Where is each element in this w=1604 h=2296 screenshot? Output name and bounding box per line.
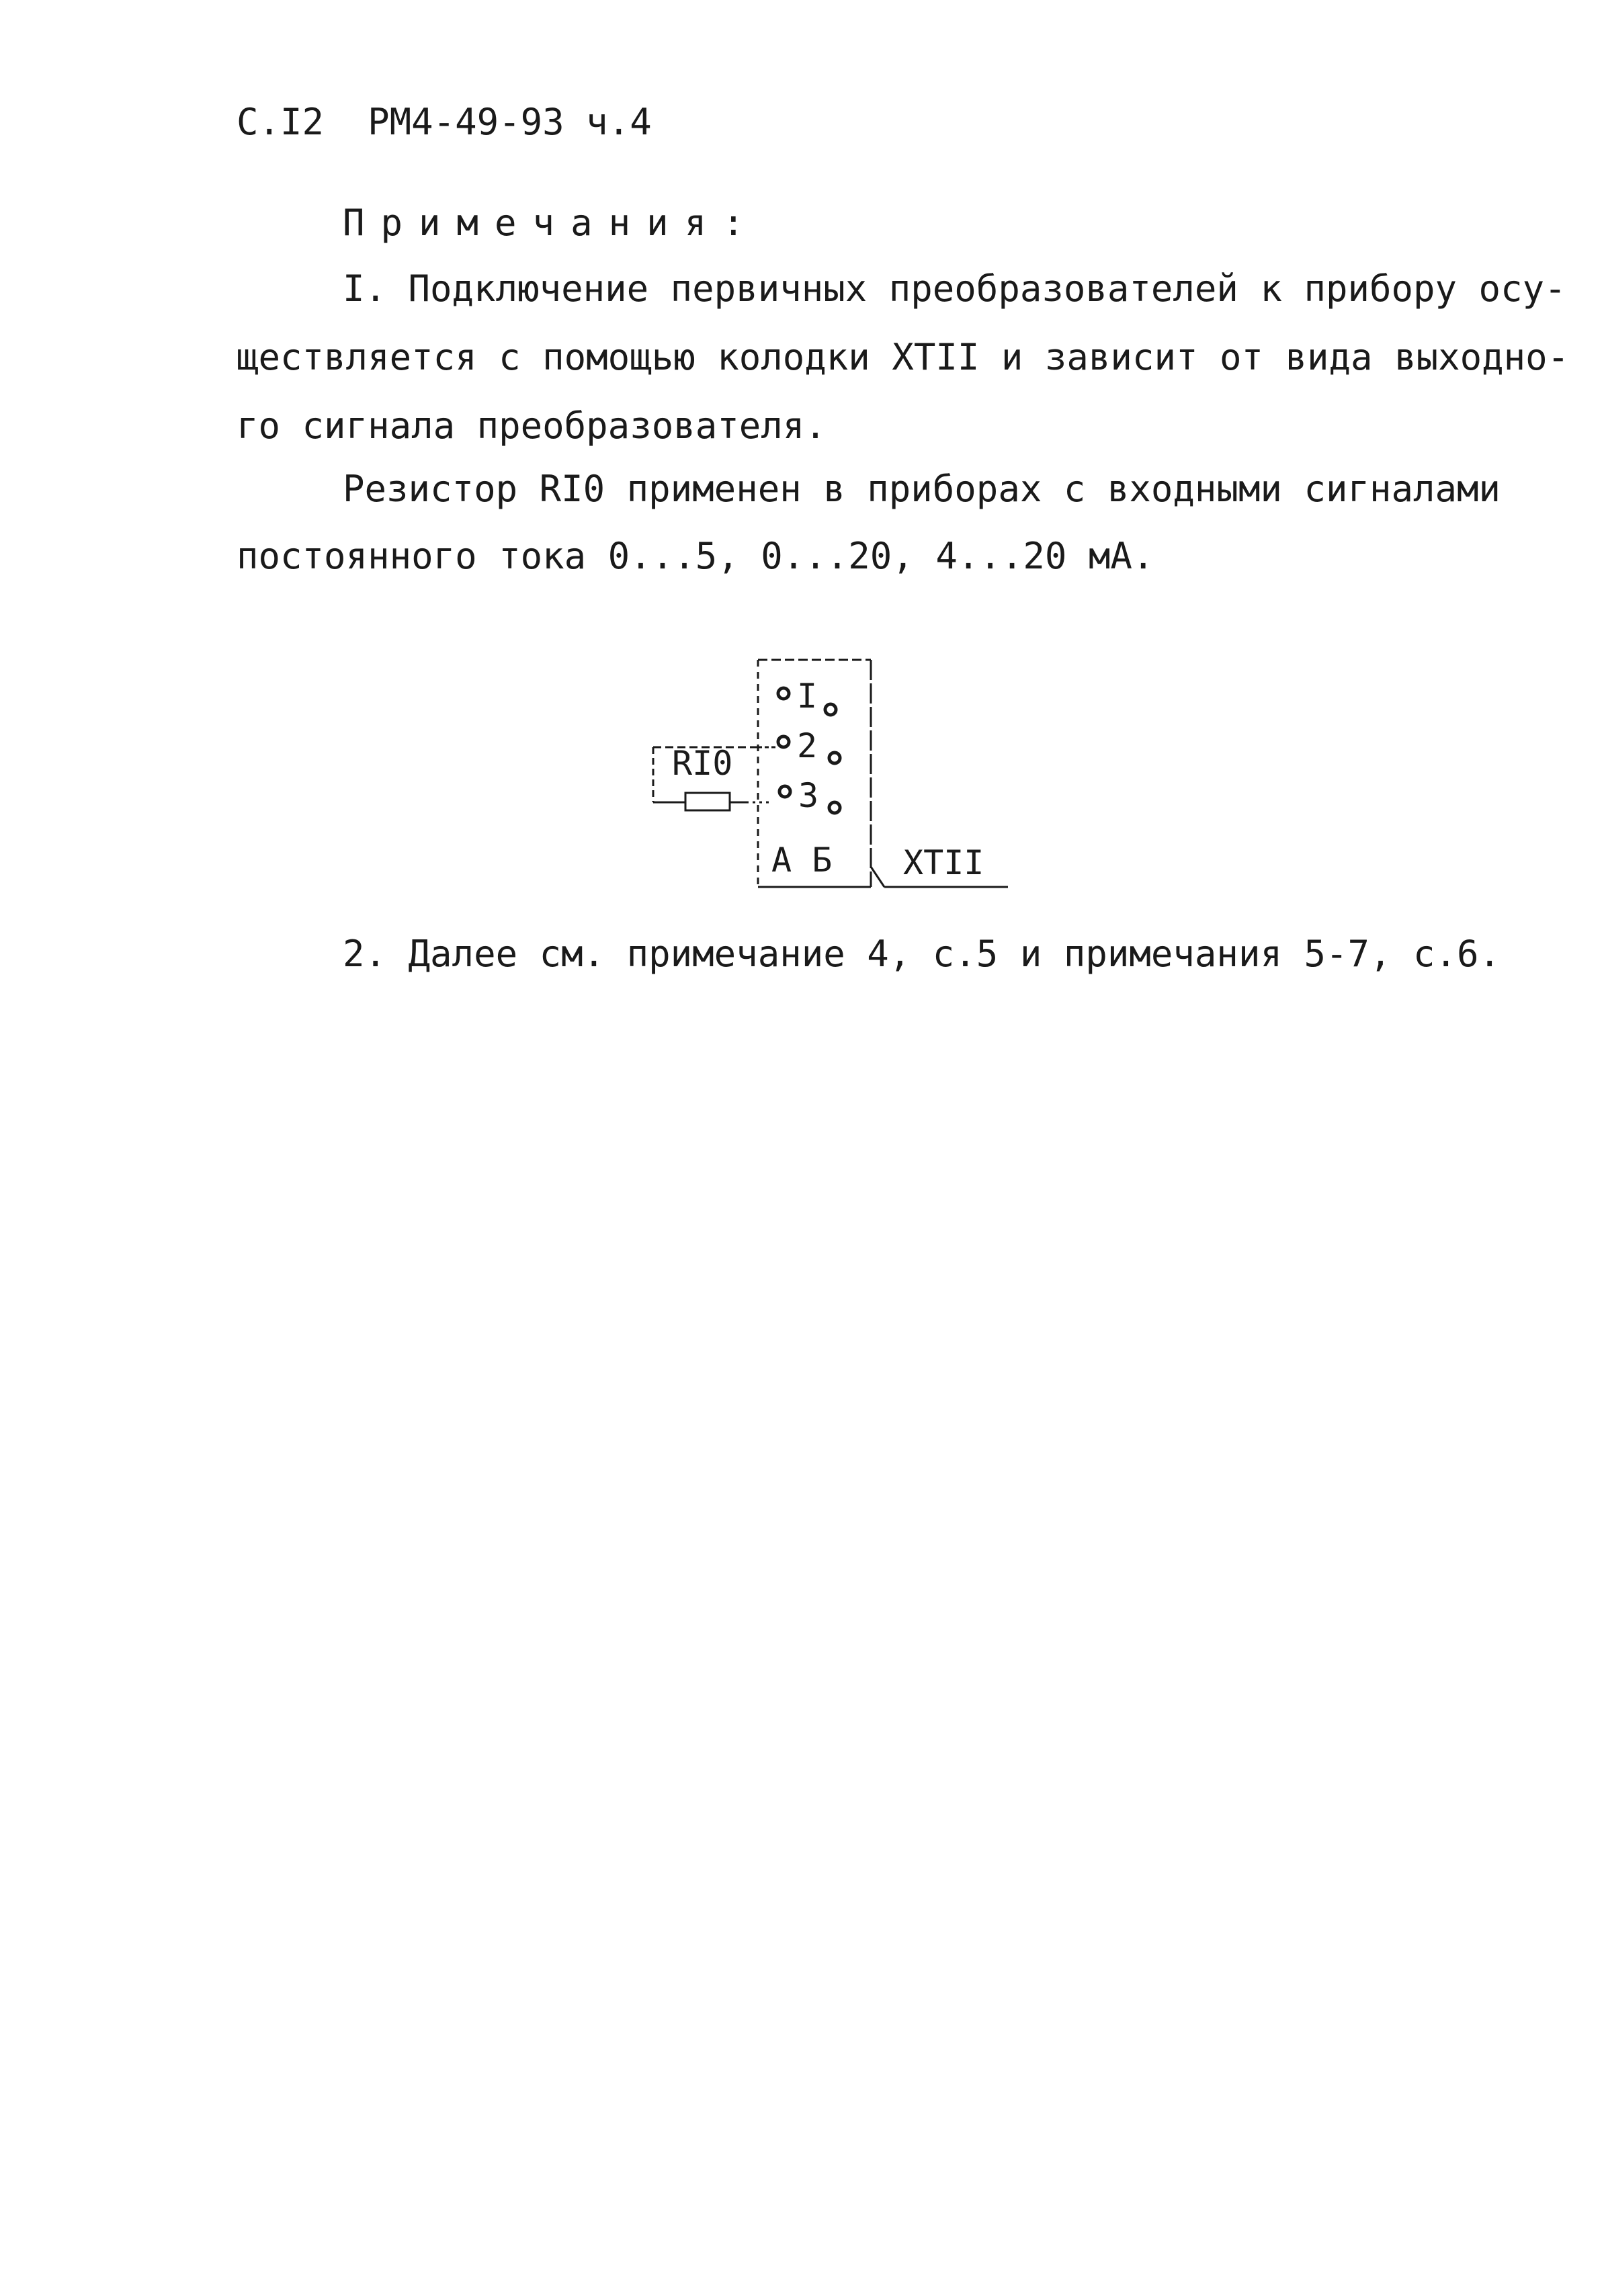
notes-heading: Примечания: — [343, 202, 761, 244]
page-header: С.I2 РМ4-49-93 ч.4 — [237, 101, 652, 143]
terminal-b3-dot — [829, 802, 840, 813]
note1-line2: ществляется с помощью колодки ХТII и зависит от вида выходно- — [237, 336, 1570, 378]
columns-label: А Б — [771, 841, 833, 880]
block-label: ХТII — [903, 843, 984, 882]
note1-line1: I. Подключение первичных преобразователей к прибору осу- — [343, 267, 1566, 310]
resistor-label: RI0 — [672, 744, 733, 783]
note1b-line1: Резистор RI0 применен в приборах с входными сигналами — [343, 468, 1501, 510]
terminal-3-label: 3 — [798, 776, 819, 815]
terminal-a2-dot — [778, 736, 789, 747]
note1-line3: го сигнала преобразователя. — [237, 405, 827, 447]
terminal-2-label: 2 — [797, 726, 818, 765]
note1b-line2: постоянного тока 0...5, 0...20, 4...20 мА. — [237, 535, 1154, 577]
terminal-block-diagram — [645, 645, 1021, 900]
terminal-b1-dot — [825, 704, 836, 715]
terminal-b2-dot — [829, 753, 840, 763]
terminal-a1-dot — [778, 688, 789, 699]
terminal-1-label: I — [797, 677, 818, 716]
note2-line: 2. Далее см. примечание 4, с.5 и примечания 5-7, с.6. — [343, 933, 1501, 975]
terminal-a3-dot — [779, 786, 790, 797]
